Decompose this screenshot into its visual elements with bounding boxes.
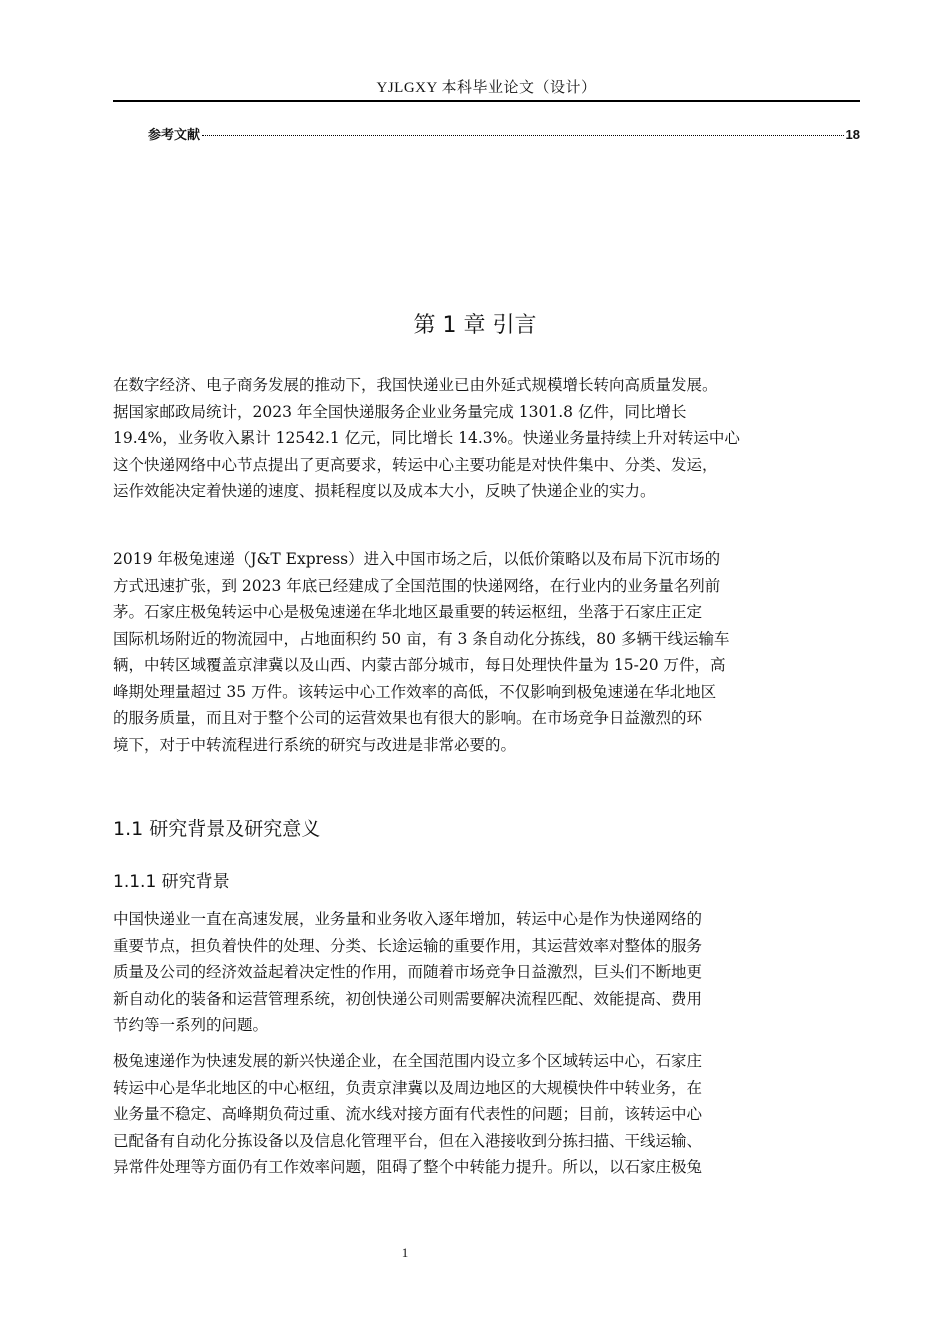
text-line: 极兔速递作为快速发展的新兴快递企业，在全国范围内设立多个区域转运中心，石家庄 [113,1052,703,1070]
text-line: 质量及公司的经济效益起着决定性的作用，而随着市场竞争日益激烈，巨头们不断地更 [113,963,703,981]
text-line: 这个快递网络中心节点提出了更高要求，转运中心主要功能是对快件集中、分类、发运， [113,455,718,474]
text-line: 运作效能决定着快递的速度、损耗程度以及成本大小，反映了快递企业的实力。 [113,482,656,500]
text-line: 峰期处理量超过 35 万件。该转运中心工作效率的高低，不仅影响到极兔速递在华北地区 [113,682,717,701]
text-line: 已配备有自动化分拣设备以及信息化管理平台，但在入港接收到分拣扫描、干线运输、 [113,1131,703,1150]
header-divider [113,100,860,102]
text-line: 国际机场附近的物流园中，占地面积约 50 亩，有 3 条自动化分拣线，80 多辆干线运输车 [113,629,730,648]
chapter-title: 第 1 章 引言 [413,313,537,338]
text-line: 辆，中转区域覆盖京津冀以及山西、内蒙古部分城市，每日处理快件量为 15-20 万件，高 [113,656,726,674]
toc-leader-dots [202,135,844,136]
toc-entry-page: 18 [845,127,860,142]
intro-paragraph-1 [113,372,873,505]
text-line: 的服务质量，而且对于整个公司的运营效果也有很大的影响。在市场竞争日益激烈的环 [113,709,703,727]
text-line: 转运中心是华北地区的中心枢纽，负责京津冀以及周边地区的大规模快件中转业务，在 [113,1078,703,1097]
text-line: 中国快递业一直在高速发展，业务量和业务收入逐年增加，转运中心是作为快递网络的 [113,910,703,928]
text-line: 2019 年极兔速递（J&T Express）进入中国市场之后，以低价策略以及布局下沉市场的 [113,550,721,568]
text-line: 19.4%，业务收入累计 12542.1 亿元，同比增长 14.3%。快递业务量持续上升对转运中心 [113,429,740,447]
text-line: 据国家邮政局统计，2023 年全国快递服务企业业务量完成 1301.8 亿件，同比增长 [113,402,687,421]
background-paragraph-1 [113,906,873,1039]
text-line: 新自动化的装备和运营管理系统，初创快递公司则需要解决流程匹配、效能提高、费用 [113,989,703,1008]
text-line: 节约等一系列的问题。 [113,1016,269,1034]
background-paragraph-2 [113,1048,873,1181]
toc-entry[interactable] [148,124,860,143]
running-header: YJLGXY 本科毕业论文（设计） [376,80,597,96]
page-number: 1 [401,1245,409,1260]
text-line: 方式迅速扩张，到 2023 年底已经建成了全国范围的快递网络，在行业内的业务量名列前 [113,576,721,595]
text-line: 在数字经济、电子商务发展的推动下，我国快递业已由外延式规模增长转向高质量发展。 [113,376,718,394]
subsection-heading-1-1-1: 1.1.1 研究背景 [113,872,230,892]
text-line: 茅。石家庄极兔转运中心是极兔速递在华北地区最重要的转运枢纽，坐落于石家庄正定 [113,603,703,621]
text-line: 业务量不稳定、高峰期负荷过重、流水线对接方面有代表性的问题；目前，该转运中心 [113,1105,703,1123]
text-line: 异常件处理等方面仍有工作效率问题，阻碍了整个中转能力提升。所以，以石家庄极兔 [113,1158,703,1176]
toc-entry-label: 参考文献 [148,127,201,142]
text-line: 重要节点，担负着快件的处理、分类、长途运输的重要作用，其运营效率对整体的服务 [113,936,703,955]
text-line: 境下，对于中转流程进行系统的研究与改进是非常必要的。 [113,735,517,754]
intro-paragraph-2 [113,546,873,758]
section-heading-1-1: 1.1 研究背景及研究意义 [113,818,321,840]
